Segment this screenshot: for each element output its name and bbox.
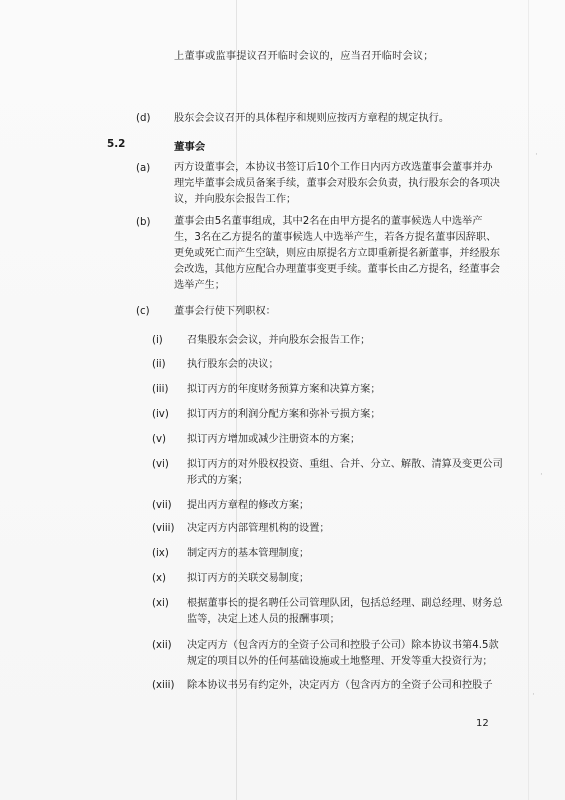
paragraph-text: 董事会由5名董事组成，其中2名在由甲方提名的董事候选人中选举产生，3名在乙方提名的董事候选人中选举产生，若各方提名董事因辞职、更免或死亡而产生空缺，则应由原提名方立即重新提名新董事，并经股东会改选，其他方应配合办理董事变更手续。董事长由乙方提名，经董事会选举产生； (174, 216, 500, 291)
power-label: (xii) (152, 640, 172, 651)
power-label: (ix) (152, 548, 169, 559)
scan-streak (528, 0, 529, 800)
power-label: (vi) (152, 459, 169, 470)
power-label: (iii) (152, 384, 169, 395)
paragraph-label: (a) (136, 163, 151, 174)
power-text: 拟订丙方的年度财务预算方案和决算方案； (187, 384, 381, 395)
paragraph-text: 董事会行使下列职权： (174, 306, 276, 317)
scan-mark: · (535, 150, 538, 160)
power-label: (v) (152, 434, 166, 445)
item-label: (d) (136, 113, 151, 124)
scan-mark: · (540, 470, 543, 480)
power-text: 召集股东会会议，并向股东会报告工作； (187, 335, 371, 346)
power-label: (viii) (152, 523, 175, 534)
power-text: 根据董事长的提名聘任公司管理队团，包括总经理、副总经理、财务总监等，决定上述人员的报酬事项； (187, 598, 503, 625)
power-text: 决定丙方内部管理机构的设置； (187, 523, 330, 534)
section-number: 5.2 (107, 138, 126, 150)
power-label: (xiii) (152, 680, 175, 691)
section-title: 董事会 (174, 141, 206, 153)
power-label: (ii) (152, 359, 166, 370)
power-text: 拟订丙方的关联交易制度； (187, 573, 310, 584)
power-text: 除本协议书另有约定外，决定丙方（包含丙方的全资子公司和控股子 (187, 680, 493, 691)
paragraph-label: (c) (136, 306, 150, 317)
power-text: 拟订丙方的对外股权投资、重组、合并、分立、解散、清算及变更公司形式的方案； (187, 459, 503, 486)
scan-mark: · (532, 690, 535, 700)
power-label: (vii) (152, 500, 172, 511)
paragraph-text: 丙方设董事会，本协议书签订后10个工作日内丙方改选董事会董事并办理完毕董事会成员备案手续，董事会对股东会负责，执行股东会的各项决议，并向股东会报告工作； (174, 162, 500, 205)
power-label: (x) (152, 573, 166, 584)
power-text: 拟订丙方的利润分配方案和弥补亏损方案； (187, 409, 381, 420)
paragraph-label: (b) (136, 217, 151, 228)
power-text: 决定丙方（包含丙方的全资子公司和控股子公司）除本协议书第4.5款规定的项目以外的任何基础设施或土地整理、开发等重大投资行为； (187, 640, 499, 667)
power-text: 制定丙方的基本管理制度； (187, 548, 310, 559)
power-text: 执行股东会的决议； (187, 359, 279, 370)
intro-line: 上董事或监事提议召开临时会议的，应当召开临时会议； (174, 51, 434, 62)
item-text: 股东会会议召开的具体程序和规则应按丙方章程的规定执行。 (174, 113, 450, 124)
power-label: (iv) (152, 409, 169, 420)
power-text: 拟订丙方增加或减少注册资本的方案； (187, 434, 361, 445)
power-label: (xi) (152, 598, 169, 609)
page-number: 12 (476, 718, 489, 729)
power-text: 提出丙方章程的修改方案； (187, 500, 310, 511)
power-label: (i) (152, 335, 163, 346)
